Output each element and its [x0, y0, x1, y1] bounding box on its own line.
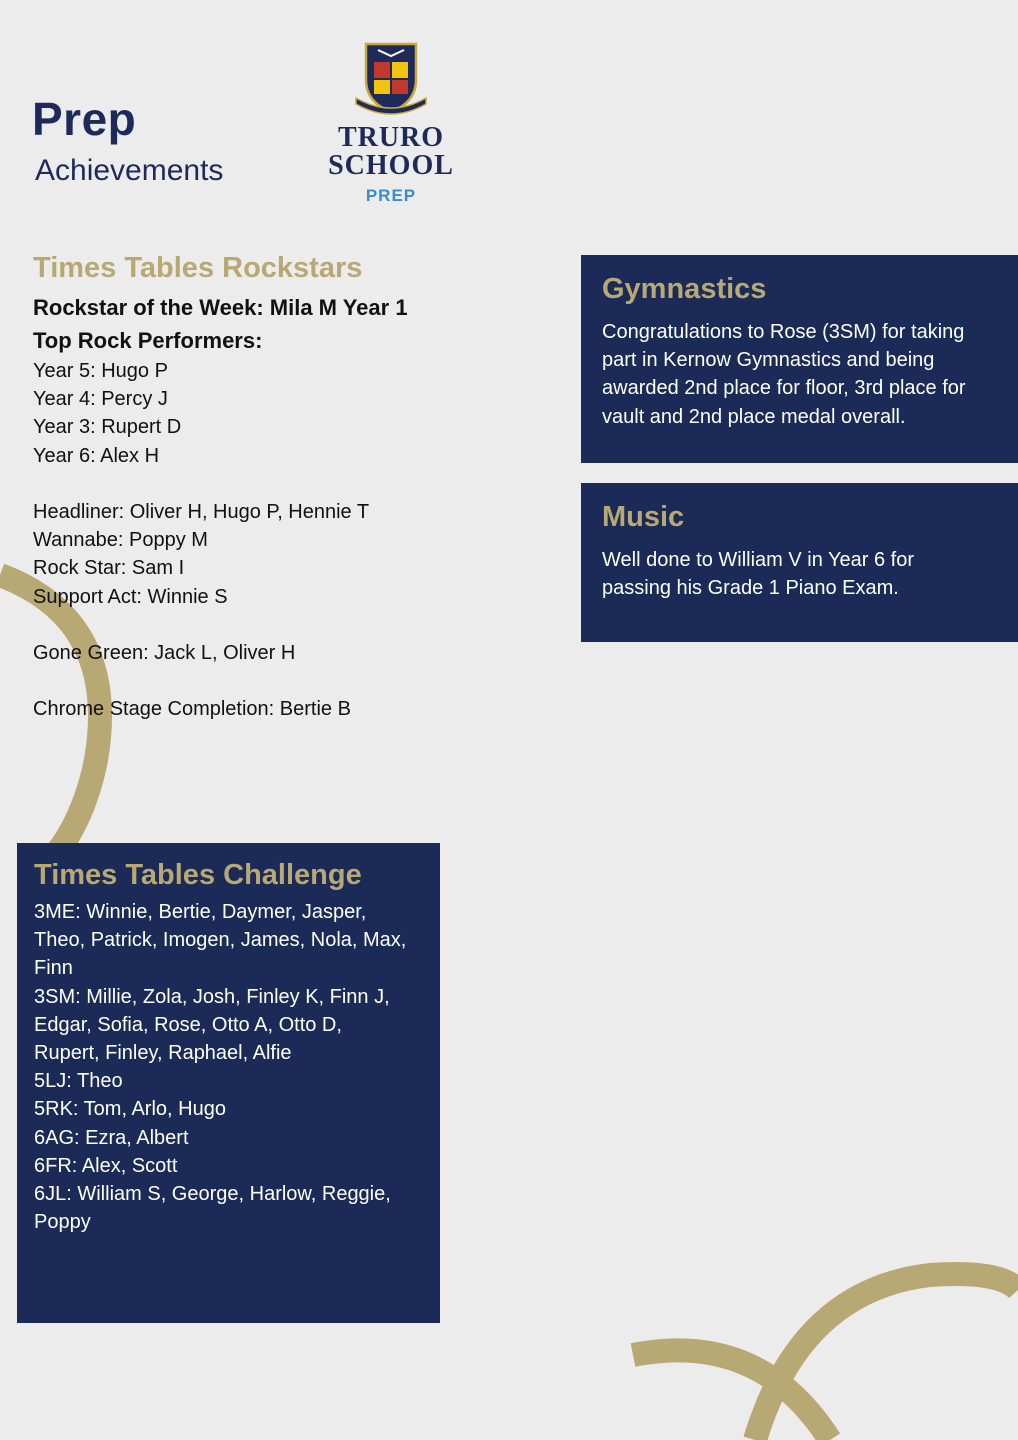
performer-item: Year 4: Percy J	[33, 388, 168, 411]
music-heading: Music	[602, 501, 685, 533]
rank-item: Headliner: Oliver H, Hugo P, Hennie T	[33, 501, 370, 523]
gone-green-item: Gone Green: Jack L, Oliver H	[33, 642, 296, 664]
ttc-line: Poppy	[34, 1211, 91, 1234]
bottom-right-arc-inner	[755, 1274, 1018, 1440]
ttc-line: Finn	[34, 957, 73, 980]
logo-prep-label: PREP	[365, 186, 417, 205]
gymnastics-text-line: awarded 2nd place for floor, 3rd place for	[602, 377, 966, 400]
rank-item: Rock Star: Sam I	[33, 557, 185, 580]
rank-item: Wannabe: Poppy M	[33, 529, 208, 552]
ttr-heading: Times Tables Rockstars	[33, 252, 363, 284]
rockstar-of-week: Rockstar of the Week: Mila M Year 1	[33, 295, 408, 320]
ttc-line: 5LJ: Theo	[34, 1070, 123, 1093]
music-text-line: passing his Grade 1 Piano Exam.	[602, 577, 899, 600]
ttc-line: 3ME: Winnie, Bertie, Daymer, Jasper,	[34, 901, 367, 923]
ttc-line: 3SM: Millie, Zola, Josh, Finley K, Finn J,	[34, 985, 390, 1008]
ttc-line: 6AG: Ezra, Albert	[34, 1126, 189, 1149]
chrome-stage-item: Chrome Stage Completion: Bertie B	[33, 698, 351, 721]
performer-item: Year 6: Alex H	[33, 444, 160, 467]
logo-name-line1: TRURO	[337, 122, 445, 153]
bottom-right-arc-outer	[633, 1350, 830, 1440]
page-subtitle: Achievements	[35, 154, 224, 187]
times-tables-challenge-card	[17, 843, 440, 1323]
logo-name-line2: SCHOOL	[328, 150, 454, 181]
ttc-line: 5RK: Tom, Arlo, Hugo	[34, 1098, 226, 1121]
gymnastics-text-line: Congratulations to Rose (3SM) for taking	[602, 321, 965, 343]
performer-item: Year 3: Rupert D	[33, 416, 182, 439]
ttc-heading: Times Tables Challenge	[34, 859, 362, 891]
ttc-line: 6JL: William S, George, Harlow, Reggie,	[34, 1183, 391, 1206]
ttc-line: Edgar, Sofia, Rose, Otto A, Otto D,	[34, 1013, 342, 1036]
music-text-line: Well done to William V in Year 6 for	[602, 549, 915, 571]
gymnastics-heading: Gymnastics	[602, 273, 767, 305]
school-logo	[322, 40, 460, 210]
page-title: Prep	[32, 93, 137, 145]
ttc-line: Theo, Patrick, Imogen, James, Nola, Max,	[34, 929, 407, 952]
gymnastics-text-line: part in Kernow Gymnastics and being	[602, 349, 935, 372]
ttc-line: 6FR: Alex, Scott	[34, 1154, 178, 1177]
school-crest-icon	[354, 40, 428, 116]
rank-item: Support Act: Winnie S	[33, 585, 228, 608]
times-tables-rockstars-section	[33, 252, 533, 724]
gymnastics-card	[581, 255, 1018, 463]
top-performers-heading: Top Rock Performers:	[33, 328, 263, 353]
gymnastics-text-line: vault and 2nd place medal overall.	[602, 405, 906, 428]
ttc-line: Rupert, Finley, Raphael, Alfie	[34, 1042, 292, 1065]
music-card	[581, 483, 1018, 642]
performer-item: Year 5: Hugo P	[33, 360, 168, 382]
